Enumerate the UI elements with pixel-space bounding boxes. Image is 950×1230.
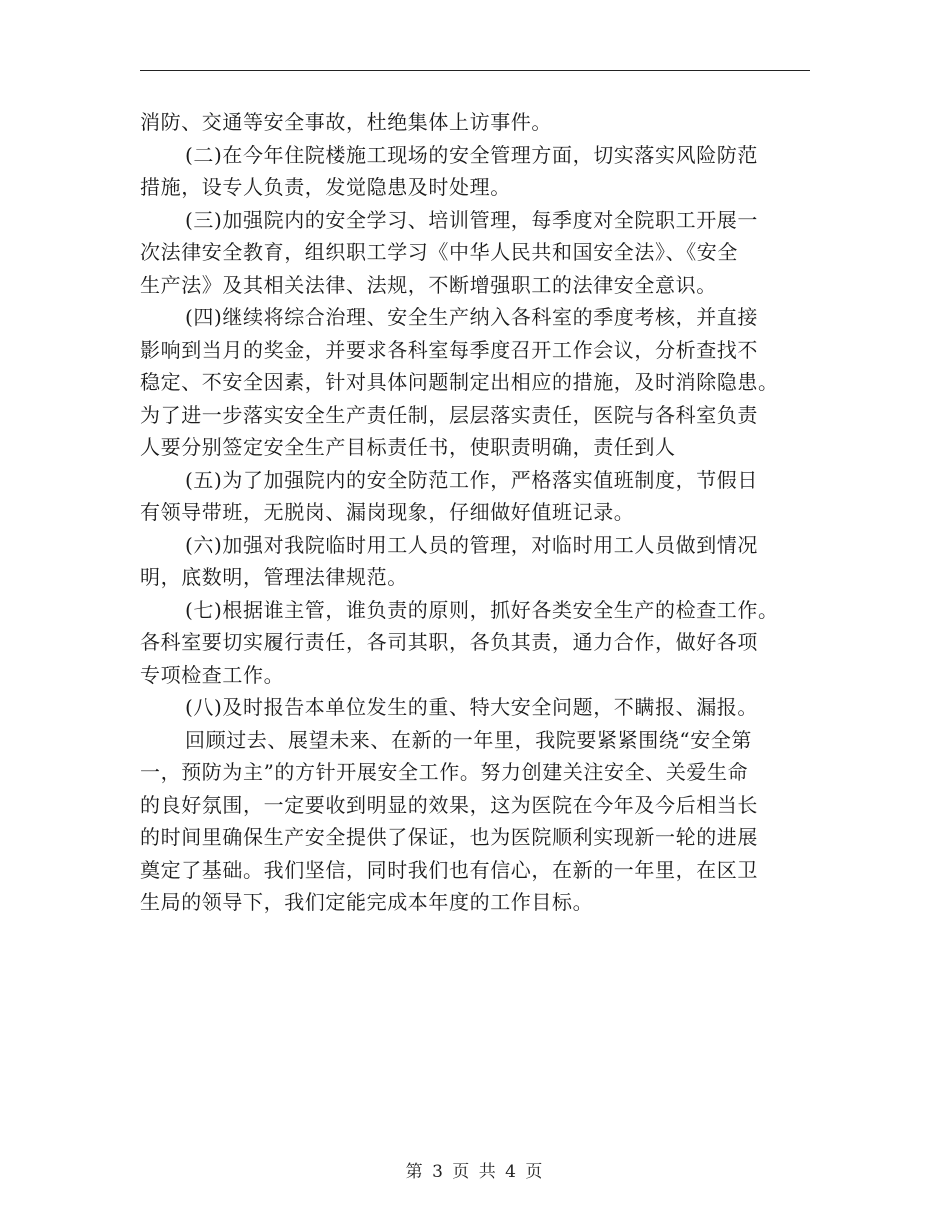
text-line: 回顾过去、展望未来、在新的一年里，我院要紧紧围绕“安全第 <box>185 727 753 752</box>
text-line: (三)加强院内的安全学习、培训管理，每季度对全院职工开展一 <box>185 207 759 232</box>
text-line: 有领导带班，无脱岗、漏岗现象，仔细做好值班记录。 <box>140 500 635 524</box>
document-body <box>140 106 820 919</box>
text-line: 明，底数明，管理法律规范。 <box>140 565 408 589</box>
page-number-footer: 第 3 页 共 4 页 <box>405 1162 545 1182</box>
text-line: 的良好氛围，一定要收到明显的效果，这为医院在今年及今后相当长 <box>140 792 758 817</box>
text-line: 生局的领导下，我们定能完成本年度的工作目标。 <box>140 890 594 914</box>
text-line: 专项检查工作。 <box>140 662 285 687</box>
text-line: (四)继续将综合治理、安全生产纳入各科室的季度考核，并直接 <box>185 305 759 329</box>
text-line: 的时间里确保生产安全提供了保证，也为医院顺利实现新一轮的进展 <box>140 825 758 849</box>
text-line: (二)在今年住院楼施工现场的安全管理方面，切实落实风险防范 <box>185 142 759 167</box>
text-line: 各科室要切实履行责任，各司其职，各负其责，通力合作，做好各项 <box>140 630 758 654</box>
text-line: 次法律安全教育，组织职工学习《中华人民共和国安全法》、《安全 <box>140 240 738 264</box>
text-line: 一，预防为主”的方针开展安全工作。努力创建关注安全、关爱生命 <box>140 760 749 784</box>
text-line: (六)加强对我院临时用工人员的管理，对临时用工人员做到情况 <box>185 532 759 557</box>
text-line: 稳定、不安全因素，针对具体问题制定出相应的措施，及时消除隐患。 <box>140 370 779 394</box>
text-line: 消防、交通等安全事故，杜绝集体上访事件。 <box>140 110 552 134</box>
text-line: (五)为了加强院内的安全防范工作，严格落实值班制度，节假日 <box>185 467 759 492</box>
text-line: 人要分别签定安全生产目标责任书，使职责明确，责任到人 <box>140 435 676 459</box>
text-line: 生产法》及其相关法律、法规，不断增强职工的法律安全意识。 <box>140 272 717 297</box>
text-line: 影响到当月的奖金，并要求各科室每季度召开工作会议，分析查找不 <box>140 337 758 362</box>
text-line: (八)及时报告本单位发生的重、特大安全问题，不瞒报、漏报。 <box>185 695 759 719</box>
text-line: 为了进一步落实安全生产责任制，层层落实责任，医院与各科室负责 <box>140 402 758 427</box>
text-line: (七)根据谁主管，谁负责的原则，抓好各类安全生产的检查工作。 <box>185 597 779 622</box>
header-rule <box>140 70 810 71</box>
text-line: 奠定了基础。我们坚信，同时我们也有信心，在新的一年里，在区卫 <box>140 857 758 882</box>
text-line: 措施，设专人负责，发觉隐患及时处理。 <box>140 175 511 199</box>
